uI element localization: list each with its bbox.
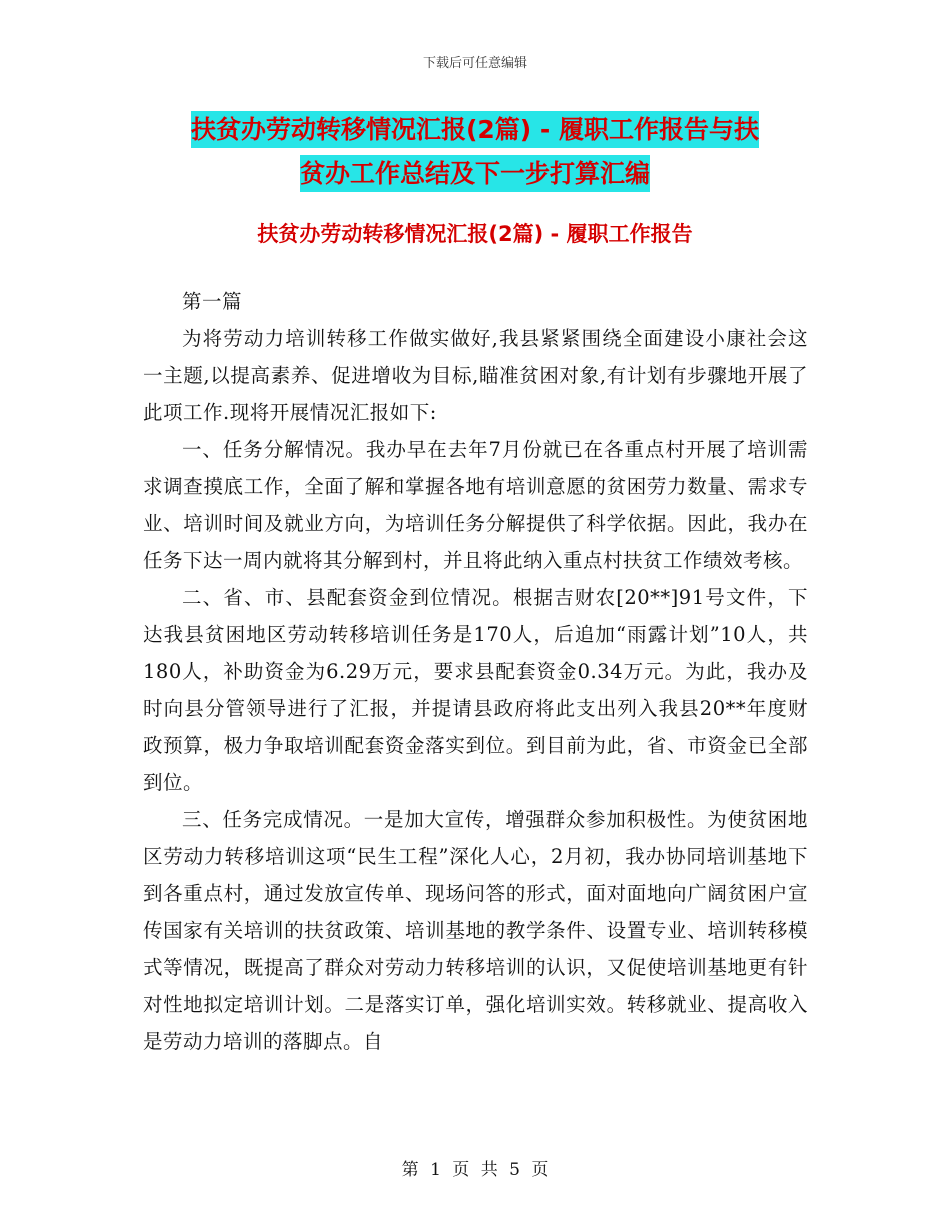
page-header-note: 下载后可任意编辑 — [422, 56, 527, 71]
document-subtitle: 扶贫办劳动转移情况汇报(2篇) - 履职工作报告 — [257, 222, 693, 246]
title-highlight-2: 贫办工作总结及下一步打算汇编 — [300, 155, 650, 192]
section-heading: 第一篇 — [182, 290, 243, 313]
body-paragraph: 为将劳动力培训转移工作做实做好,我县紧紧围绕全面建设小康社会这一主题,以提高素养、促进增收为目标,瞄准贫困对象,有计划有步骤地开展了此项工作.现将开展情况汇报如下: — [143, 327, 808, 424]
document-body — [143, 283, 808, 1060]
page-number-footer: 第 1 页 共 5 页 — [401, 1160, 549, 1180]
title-highlight-1: 扶贫办劳动转移情况汇报(2篇) - 履职工作报告与扶 — [191, 111, 759, 148]
body-paragraph: 二、省、市、县配套资金到位情况。根据吉财农[20**]91号文件，下达我县贫困地区劳动转移培训任务是170人，后追加“雨露计划”10人，共180人，补助资金为6.29万元，要求县配套资金0.34万元。为此，我办及时向县分管领导进行了汇报，并提请县政府将此支出列入我县20**年度财政预算，极力争取培训配套资金落实到位。到目前为此，省、市资金已全部到位。 — [143, 586, 808, 794]
document-title-line-2 — [110, 147, 840, 201]
body-paragraph: 三、任务完成情况。一是加大宣传，增强群众参加积极性。为使贫困地区劳动力转移培训这项“民生工程”深化人心，2月初，我办协同培训基地下到各重点村，通过发放宣传单、现场问答的形式，面对面地向广阔贫困户宣传国家有关培训的扶贫政策、培训基地的教学条件、设置专业、培训转移模式等情况，既提高了群众对劳动力转移培训的认识，又促使培训基地更有针对性地拟定培训计划。二是落实订单，强化培训实效。转移就业、提高收入是劳动力培训的落脚点。自 — [143, 808, 808, 1053]
body-paragraph: 一、任务分解情况。我办早在去年7月份就已在各重点村开展了培训需求调查摸底工作，全面了解和掌握各地有培训意愿的贫困劳力数量、需求专业、培训时间及就业方向，为培训任务分解提供了科学依据。因此，我办在任务下达一周内就将其分解到村，并且将此纳入重点村扶贫工作绩效考核。 — [143, 438, 808, 572]
